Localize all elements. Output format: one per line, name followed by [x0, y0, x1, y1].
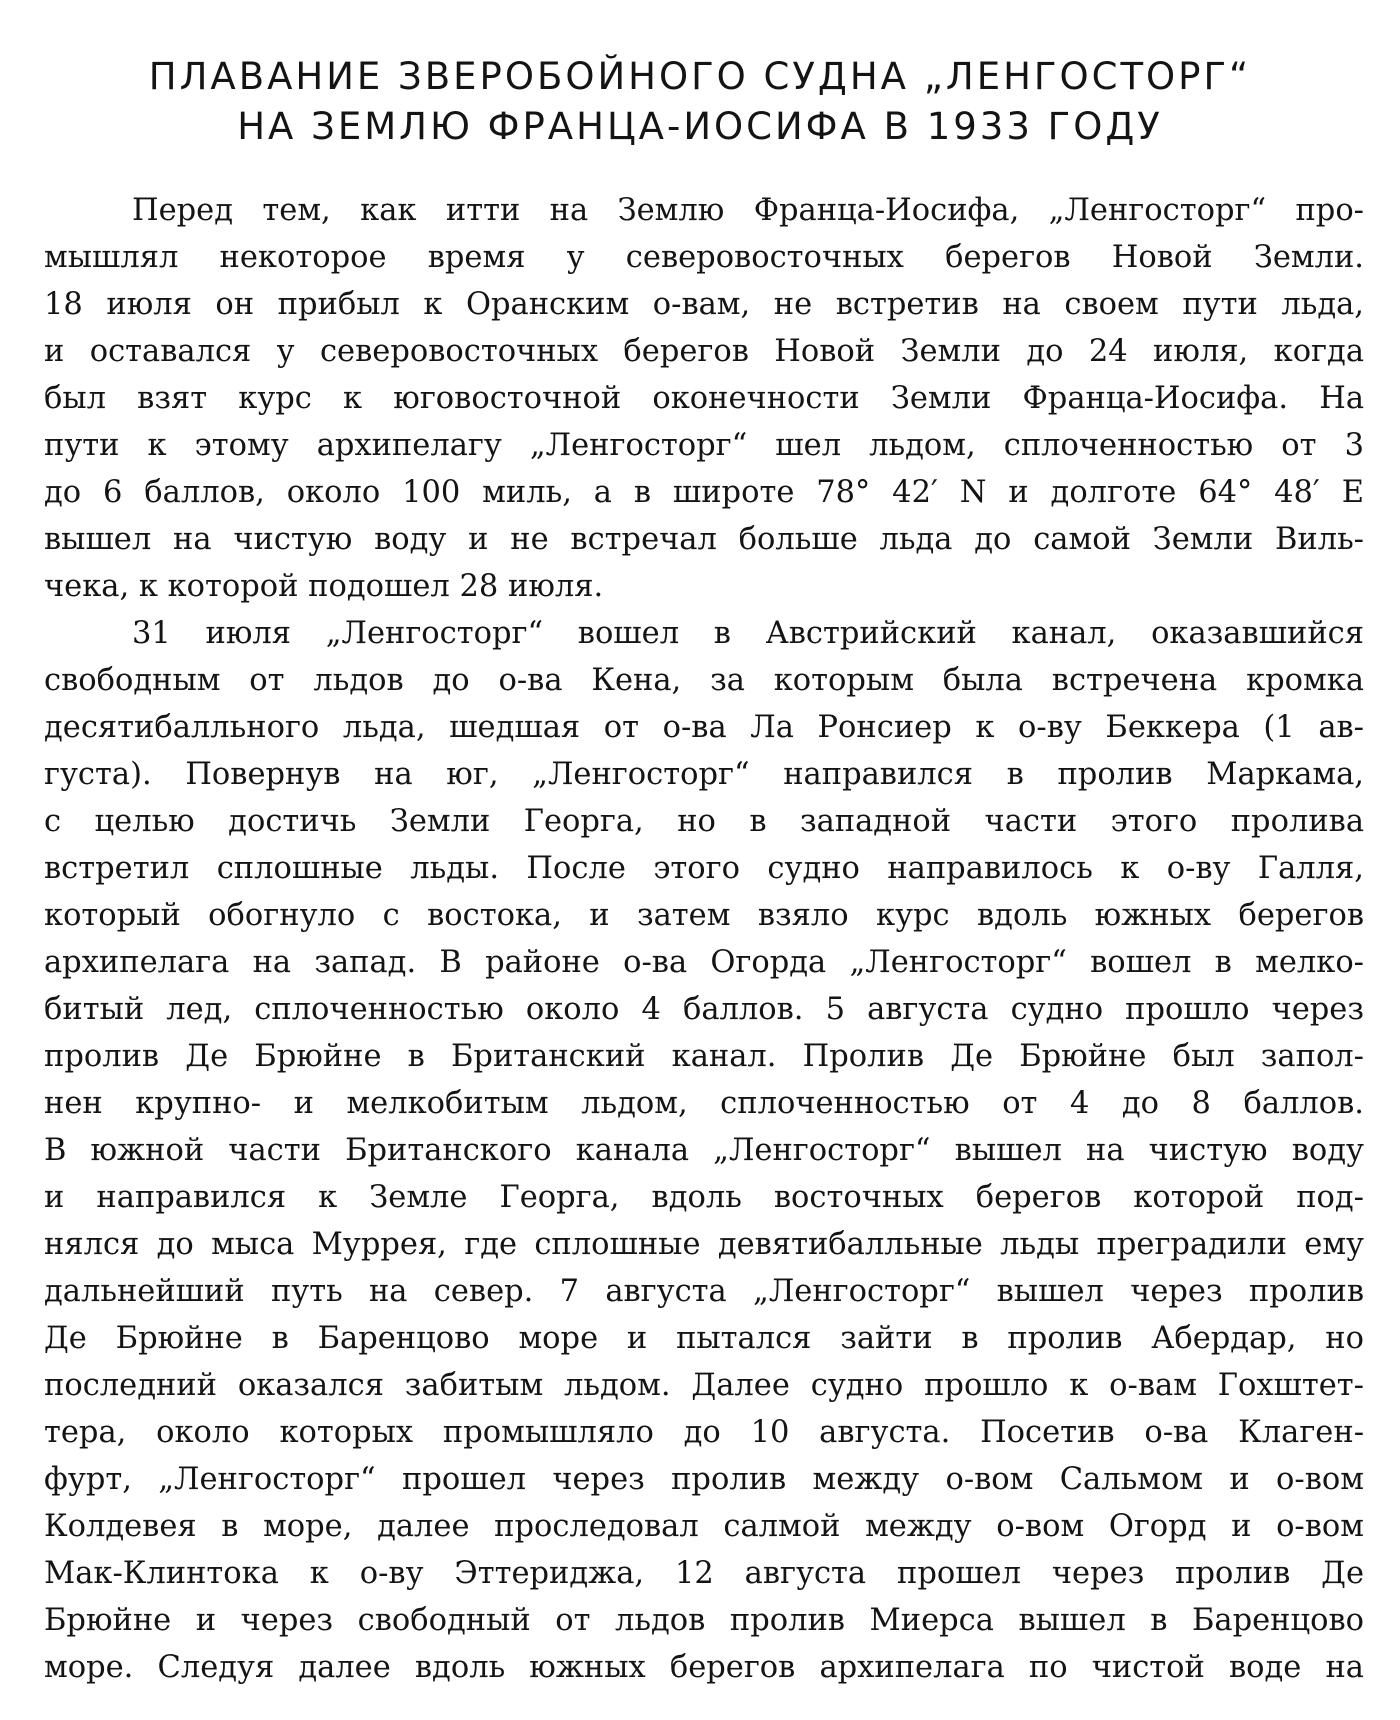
text-line: 18 июля он прибыл к Оранским о-вам, не встретив на своем пути льда,: [44, 287, 1364, 322]
text-line: чека, к которой подошел 28 июля.: [44, 569, 604, 604]
text-line: до 6 баллов, около 100 миль, а в широте 78° 42′ N и долготе 64° 48′ E: [44, 475, 1364, 510]
paragraph-2: [44, 610, 1364, 1691]
text-line: Брюйне и через свободный от льдов пролив Миерса вышел в Баренцово: [44, 1603, 1364, 1638]
text-line: последний оказался забитым льдом. Далее судно прошло к о-вам Гохштет-: [44, 1368, 1364, 1403]
text-line: Де Брюйне в Баренцово море и пытался зайти в пролив Абердар, но: [44, 1321, 1364, 1356]
title-line-2: НА ЗЕМЛЮ ФРАНЦА-ИОСИФА В 1933 ГОДУ: [237, 105, 1163, 148]
text-line: густа). Повернув на юг, „Ленгосторг“ направился в пролив Маркама,: [44, 757, 1364, 792]
text-line: битый лед, сплоченностью около 4 баллов. 5 августа судно прошло через: [44, 992, 1364, 1027]
paragraph-1: [44, 187, 1364, 610]
text-line: Мак-Клинтока к о-ву Эттериджа, 12 августа прошел через пролив Де: [44, 1556, 1364, 1591]
text-line: который обогнуло с востока, и затем взяло курс вдоль южных берегов: [44, 898, 1364, 933]
text-line: с целью достичь Земли Георга, но в западной части этого пролива: [44, 804, 1364, 839]
text-line: Колдевея в море, далее проследовал салмой между о-вом Огорд и о-вом: [44, 1509, 1364, 1544]
text-line: мышлял некоторое время у северовосточных берегов Новой Земли.: [44, 240, 1364, 275]
text-line: дальнейший путь на север. 7 августа „Ленгосторг“ вышел через пролив: [44, 1274, 1364, 1309]
text-line: 31 июля „Ленгосторг“ вошел в Австрийский канал, оказавшийся: [132, 616, 1364, 651]
text-line: и оставался у северовосточных берегов Новой Земли до 24 июля, когда: [44, 334, 1364, 369]
text-line: тера, около которых промышляло до 10 августа. Посетив о-ва Клаген-: [44, 1415, 1364, 1450]
text-line: фурт, „Ленгосторг“ прошел через пролив между о-вом Сальмом и о-вом: [44, 1462, 1364, 1497]
text-line: свободным от льдов до о-ва Кена, за которым была встречена кромка: [44, 663, 1364, 698]
text-line: встретил сплошные льды. После этого судно направилось к о-ву Галля,: [44, 851, 1364, 886]
article-title: [60, 52, 1340, 152]
text-line: был взят курс к юговосточной оконечности Земли Франца-Иосифа. На: [44, 381, 1364, 416]
text-line: десятибалльного льда, шедшая от о-ва Ла Ронсиер к о-ву Беккера (1 ав-: [44, 710, 1364, 745]
text-line: пути к этому архипелагу „Ленгосторг“ шел льдом, сплоченностью от 3: [44, 428, 1364, 463]
text-line: нен крупно- и мелкобитым льдом, сплоченностью от 4 до 8 баллов.: [44, 1086, 1364, 1121]
text-line: нялся до мыса Муррея, где сплошные девятибалльные льды преградили ему: [44, 1227, 1364, 1262]
article-body: [44, 187, 1364, 1691]
text-line: Перед тем, как итти на Землю Франца-Иосифа, „Ленгосторг“ про-: [132, 193, 1364, 228]
text-line: вышел на чистую воду и не встречал больше льда до самой Земли Виль-: [44, 522, 1364, 557]
text-line: и направился к Земле Георга, вдоль восточных берегов которой под-: [44, 1180, 1364, 1215]
text-line: пролив Де Брюйне в Британский канал. Пролив Де Брюйне был запол-: [44, 1039, 1364, 1074]
text-line: архипелага на запад. В районе о-ва Огорда „Ленгосторг“ вошел в мелко-: [44, 945, 1364, 980]
title-line-1: ПЛАВАНИЕ ЗВЕРОБОЙНОГО СУДНА „ЛЕНГОСТОРГ“: [148, 55, 1252, 98]
text-line: В южной части Британского канала „Ленгосторг“ вышел на чистую воду: [44, 1133, 1364, 1168]
text-line: море. Следуя далее вдоль южных берегов архипелага по чистой воде на: [44, 1650, 1364, 1685]
